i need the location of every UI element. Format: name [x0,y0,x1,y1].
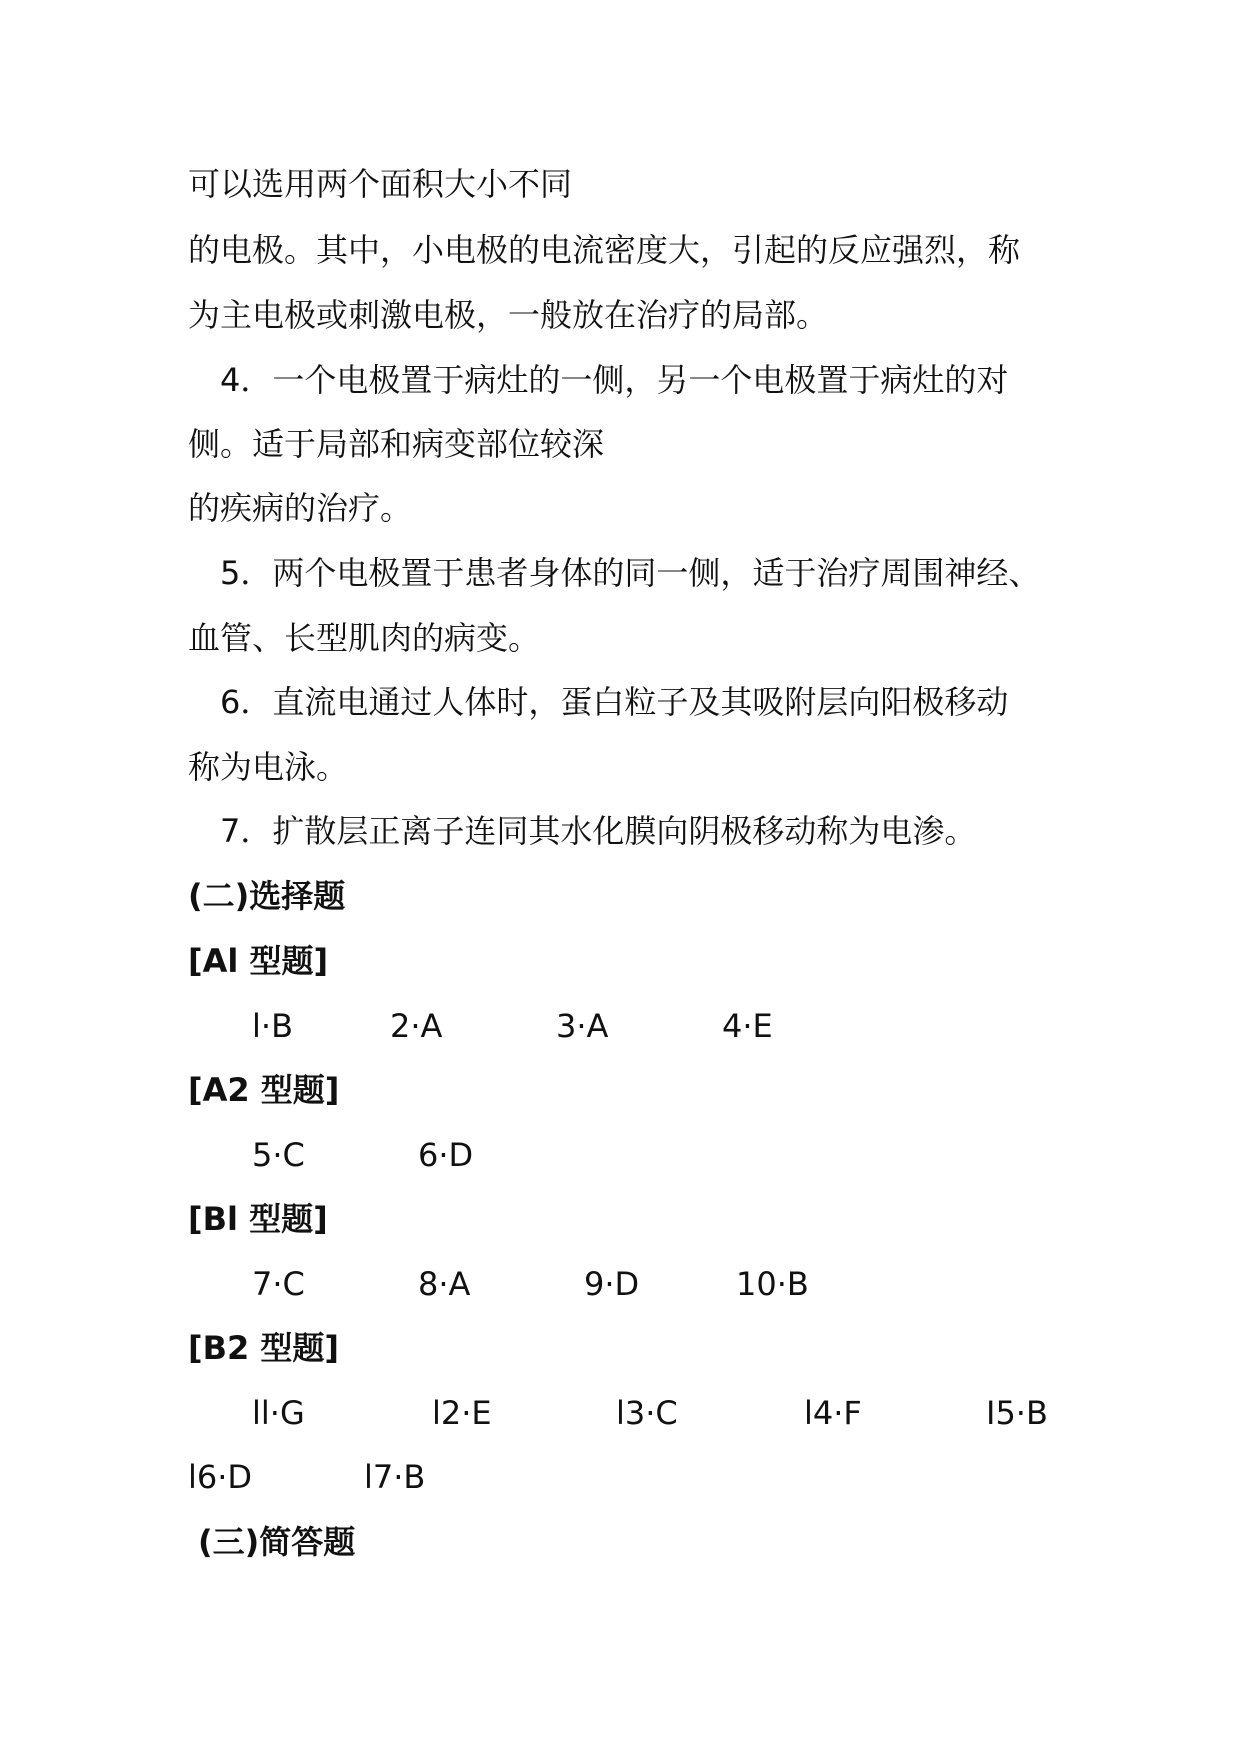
answer-item: 2·A [390,1007,443,1045]
answer-item: 7·C [252,1265,305,1303]
section-heading-a2: [A2 型题] [188,1071,340,1109]
answer-item: l·B [252,1007,294,1045]
answer-item: l3·C [616,1394,678,1432]
section-heading-short-answer: (三)简答题 [198,1523,356,1561]
paragraph-line: 血管、长型肌肉的病变。 [188,619,541,657]
answer-item: 5·C [252,1136,305,1174]
section-heading-choice: (二)选择题 [188,877,346,915]
paragraph-line: 称为电泳。 [188,748,349,786]
answer-item: 4·E [722,1007,773,1045]
answer-item: 6·D [418,1136,474,1174]
paragraph-line: 可以选用两个面积大小不同 [188,165,573,203]
answer-item: 8·A [418,1265,471,1303]
paragraph-line: 7．扩散层正离子连同其水化膜向阴极移动称为电渗。 [220,812,977,850]
paragraph-line: 的疾病的治疗。 [188,489,413,527]
answer-item: ll·G [252,1394,305,1432]
paragraph-line: 5．两个电极置于患者身体的同一侧，适于治疗周围神经、 [220,554,1041,592]
answer-item: 3·A [556,1007,609,1045]
answer-item: l4·F [804,1394,862,1432]
section-heading-b1: [Bl 型题] [188,1200,328,1238]
answer-item: 9·D [584,1265,640,1303]
section-heading-a1: [Al 型题] [188,942,329,980]
paragraph-line: 的电极。其中，小电极的电流密度大，引起的反应强烈，称 [188,231,1021,269]
paragraph-line: 4．一个电极置于病灶的一侧，另一个电极置于病灶的对 [220,361,1009,399]
answer-item: I5·B [986,1394,1048,1432]
paragraph-line: 为主电极或刺激电极，一般放在治疗的局部。 [188,296,829,334]
answer-item: l7·B [364,1458,426,1496]
answer-item: l6·D [188,1458,253,1496]
paragraph-line: 6．直流电通过人体时，蛋白粒子及其吸附层向阳极移动 [220,683,1009,721]
paragraph-line: 侧。适于局部和病变部位较深 [188,425,605,463]
answer-item: 10·B [736,1265,809,1303]
section-heading-b2: [B2 型题] [188,1329,340,1367]
answer-item: l2·E [432,1394,492,1432]
